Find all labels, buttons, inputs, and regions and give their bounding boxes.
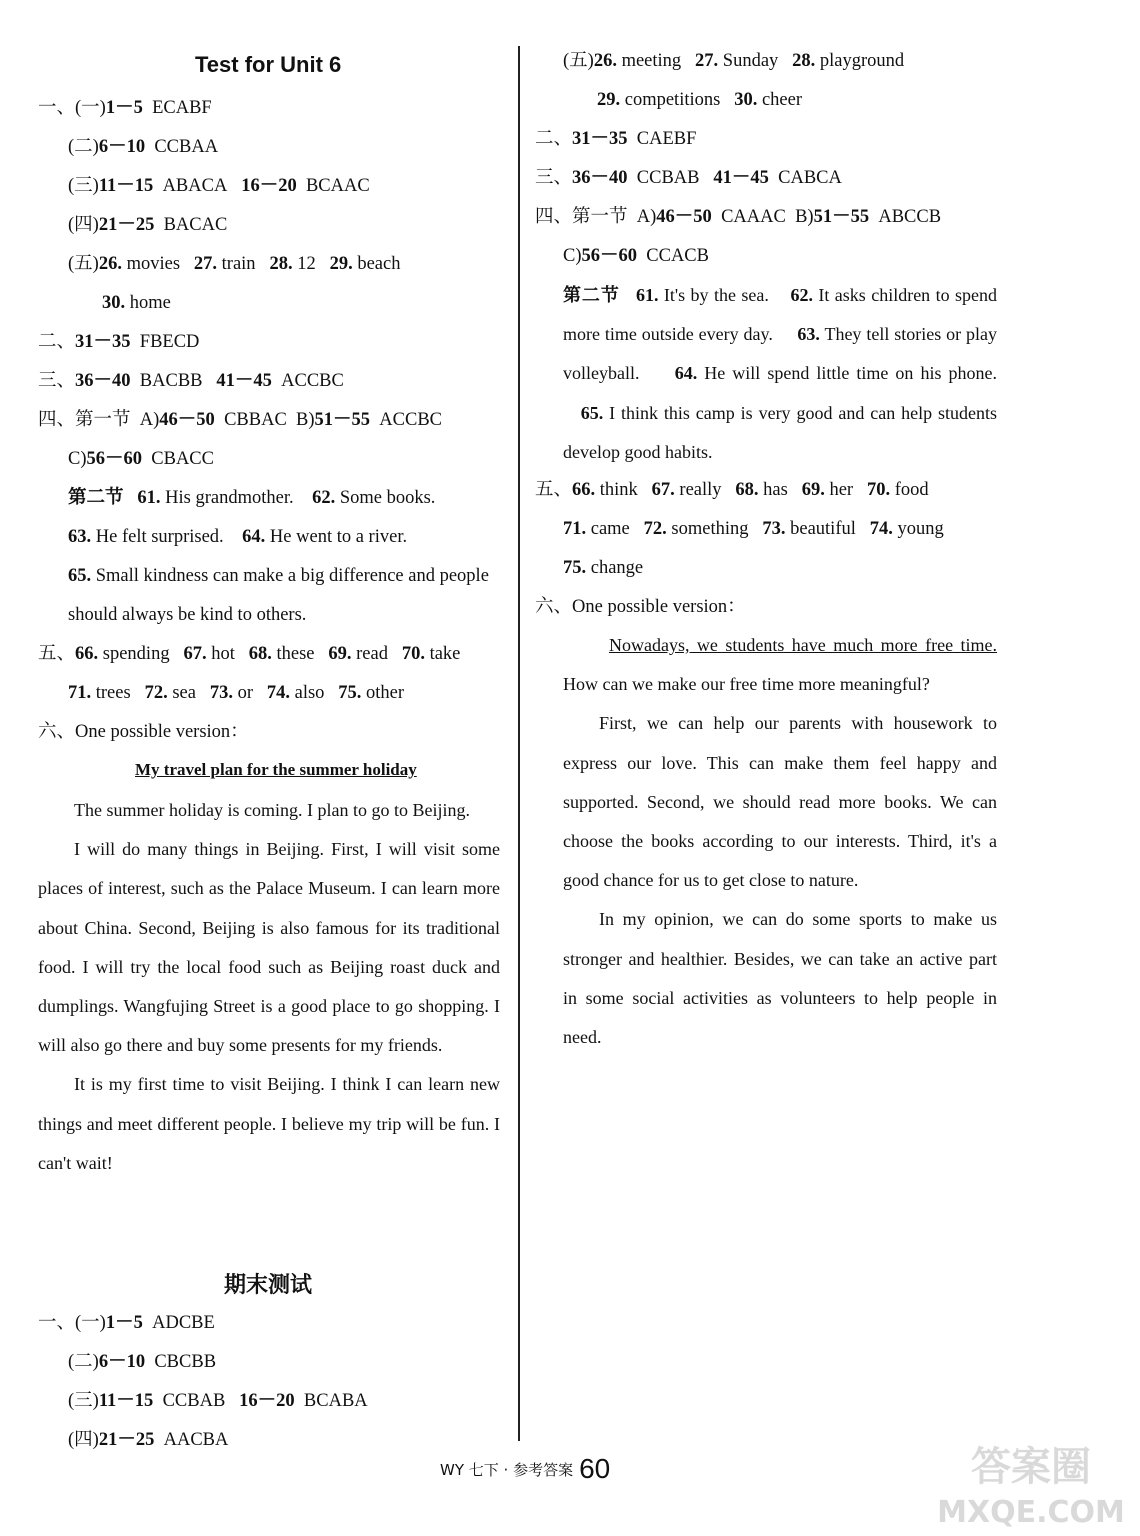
essay-paragraph: It is my first time to visit Beijing. I think I can learn new things and meet different people. I believe my trip will be fun. I can't wait! [38, 1074, 500, 1173]
answer-line: 四、第一节 A)46－50 CBBAC B)51－55 ACCBC [38, 410, 443, 430]
fill-line: 71. came 72. something 73. beautiful 74. young [563, 519, 944, 539]
answer-line: (四)21－25 AACBA [68, 1430, 229, 1450]
answer-line: (三)11－15 ABACA 16－20 BCAAC [68, 176, 370, 196]
answer-line: 一、(一)1－5 ADCBE [38, 1313, 215, 1333]
footer-label: WY 七下 · 参考答案 [440, 1461, 574, 1479]
answer-line: C)56－60 CBACC [68, 449, 214, 469]
reading-answers-text: 61. It's by the sea. 62. It asks children to spend more time outside every day. 63. They tell stories or play volleyball. 64. He will spend little time on his phone. 65. I think this camp is very good and can help students develop good habits. [563, 285, 998, 462]
reading-answer: 第二节 61. His grandmother. 62. Some books. [68, 488, 436, 508]
writing-heading: 六、One possible version： [38, 722, 249, 742]
reading-answer: 65. Small kindness can make a big difference and people [68, 566, 489, 586]
answer-line: 四、第一节 A)46－50 CAAAC B)51－55 ABCCB [535, 207, 942, 227]
page-footer [440, 1450, 610, 1482]
fill-line: 75. change [563, 558, 644, 578]
final-test-title: 期末测试 [224, 1273, 313, 1298]
essay-paragraph: I will do many things in Beijing. First, I will visit some places of interest, such as the Palace Museum. I can learn more about China. Second, Beijing is also famous for its traditional food. I will try the local food such as Beijing roast duck and dumplings. Wangfujing Street is a good place to go shopping. I will also go there and buy some presents for my friends. [38, 839, 500, 1056]
fill-line: (五)26. meeting 27. Sunday 28. playground [563, 51, 905, 71]
fill-line: (五)26. movies 27. train 28. 12 29. beach [68, 254, 401, 274]
essay-paragraph: First, we can help our parents with housework to express our love. This can make them feel happy and supported. Second, we should read more books. We can choose the books according to our interests. Third, it's a good chance for us to get close to nature. [563, 713, 997, 891]
column-divider [518, 46, 520, 1441]
fill-line: 29. competitions 30. cheer [597, 90, 802, 110]
watermark-top: 答案圈 [971, 1444, 1091, 1490]
answer-line: (二)6－10 CCBAA [68, 137, 219, 157]
fill-line: 五、66. spending 67. hot 68. these 69. read 70. take [38, 644, 461, 664]
fill-line: 71. trees 72. sea 73. or 74. also 75. other [68, 683, 405, 703]
answer-line: 三、36－40 CCBAB 41－45 CABCA [535, 168, 842, 188]
essay-underlined-topic: Nowadays, we students have much more free time. [609, 635, 997, 655]
answer-line: 一、(一)1－5 ECABF [38, 98, 212, 118]
fill-line: 五、66. think 67. really 68. has 69. her 70. food [535, 480, 929, 500]
answer-line: 二、31－35 CAEBF [535, 129, 697, 149]
essay-paragraph: Nowadays, we students have much more free time. How can we make our free time more meaningful? [563, 635, 997, 695]
reading-answers-block: 第二节 61. It's by the sea. 62. It asks children to spend more time outside every day. 63. They tell stories or play volleyball. 64. He will spend little time on his phone. 65. I think this camp is very good and can help students develop good habits. [563, 285, 998, 462]
answer-line: (二)6－10 CBCBB [68, 1352, 217, 1372]
fill-line: 30. home [102, 293, 171, 313]
answer-line: (三)11－15 CCBAB 16－20 BCABA [68, 1391, 368, 1411]
essay-body [563, 626, 997, 1057]
essay-paragraph: The summer holiday is coming. I plan to go to Beijing. [74, 800, 470, 820]
answer-line: 二、31－35 FBECD [38, 332, 200, 352]
essay-body [38, 791, 500, 1183]
answer-line: C)56－60 CCACB [563, 246, 709, 266]
essay-title: My travel plan for the summer holiday [135, 760, 417, 779]
answer-line: (四)21－25 BACAC [68, 215, 228, 235]
answer-line: 三、36－40 BACBB 41－45 ACCBC [38, 371, 344, 391]
unit-test-title: Test for Unit 6 [195, 52, 342, 77]
essay-paragraph: In my opinion, we can do some sports to make us stronger and healthier. Besides, we can take an active part in some social activities as volunteers to help people in need. [563, 909, 997, 1048]
watermark-bottom: MXQE.COM [937, 1495, 1125, 1530]
writing-heading: 六、One possible version： [535, 597, 746, 617]
reading-answer: 63. He felt surprised. 64. He went to a river. [68, 527, 408, 547]
watermark-logo [936, 1432, 1126, 1532]
page-number: 60 [579, 1453, 611, 1484]
reading-answer: should always be kind to others. [68, 605, 307, 625]
